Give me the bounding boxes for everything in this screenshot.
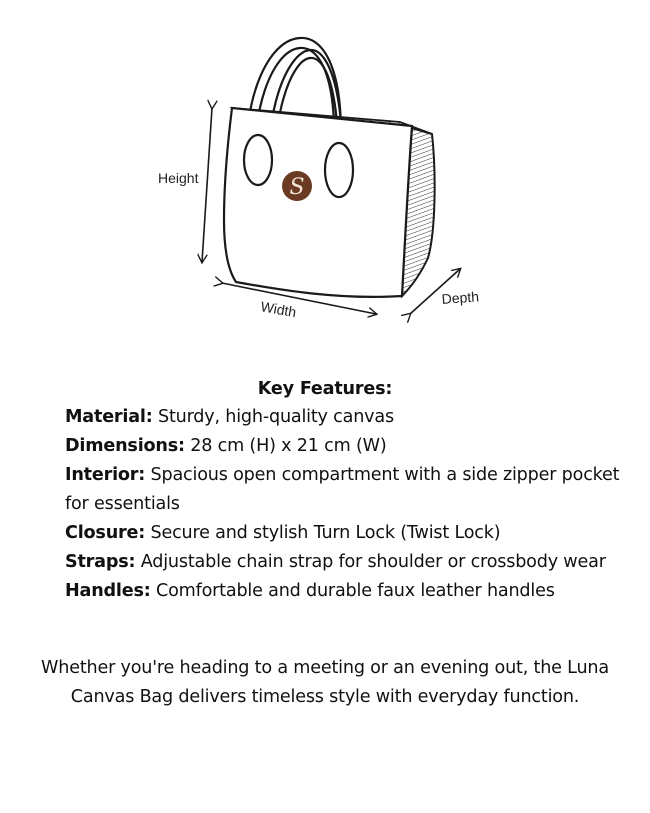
height-label: Height bbox=[158, 170, 199, 186]
feature-label: Straps: bbox=[65, 552, 136, 572]
closing-paragraph: Whether you're heading to a meeting or an evening out, the Luna Canvas Bag delivers timeless style with everyday function. bbox=[41, 657, 609, 707]
feature-label: Interior: bbox=[65, 465, 146, 485]
feature-closure bbox=[65, 519, 625, 548]
feature-label: Closure: bbox=[65, 523, 146, 543]
height-arrow bbox=[202, 108, 212, 262]
feature-value: Adjustable chain strap for shoulder or crossbody wear bbox=[135, 552, 606, 572]
bag-diagram bbox=[0, 0, 650, 340]
feature-dimensions bbox=[65, 432, 625, 461]
brand-logo-letter: S bbox=[289, 175, 305, 200]
depth-label: Depth bbox=[441, 288, 480, 307]
key-features bbox=[65, 376, 625, 606]
feature-interior bbox=[65, 461, 625, 519]
feature-value: Spacious open compartment with a side zipper pocket for essentials bbox=[65, 465, 620, 514]
feature-value: Comfortable and durable faux leather handles bbox=[150, 581, 555, 601]
feature-label: Material: bbox=[65, 407, 153, 427]
key-features-title: Key Features: bbox=[257, 379, 393, 399]
feature-label: Dimensions: bbox=[65, 436, 185, 456]
right-handle-end bbox=[325, 143, 353, 197]
feature-value: Secure and stylish Turn Lock (Twist Lock) bbox=[145, 523, 501, 543]
brand-logo bbox=[282, 171, 312, 201]
left-handle-end bbox=[244, 135, 272, 185]
width-label: Width bbox=[259, 298, 298, 321]
feature-straps bbox=[65, 548, 625, 577]
feature-handles bbox=[65, 577, 625, 606]
feature-material bbox=[65, 403, 625, 432]
feature-label: Handles: bbox=[65, 581, 151, 601]
feature-value: 28 cm (H) x 21 cm (W) bbox=[184, 436, 387, 456]
feature-value: Sturdy, high-quality canvas bbox=[152, 407, 394, 427]
